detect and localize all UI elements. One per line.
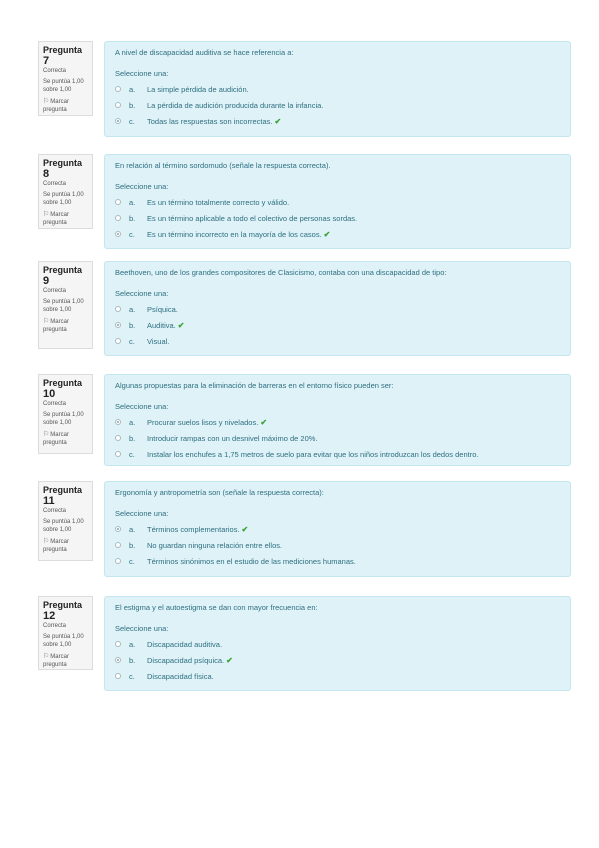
option-text: Es un término incorrecto en la mayoría de los casos. — [147, 229, 322, 239]
radio-button[interactable] — [115, 673, 121, 679]
option-letter: a. — [129, 639, 136, 649]
option-letter: a. — [129, 304, 136, 314]
option-letter: a. — [129, 84, 136, 94]
question-info — [38, 481, 93, 561]
radio-button[interactable] — [115, 231, 121, 237]
radio-button[interactable] — [115, 451, 121, 457]
radio-button[interactable] — [115, 199, 121, 205]
answer-options — [115, 81, 560, 129]
question-content — [104, 596, 571, 691]
question-info — [38, 261, 93, 349]
answer-option[interactable] — [115, 333, 560, 349]
option-text: Instalar los enchufes a 1,75 metros de suelo para evitar que los niños introduzcan los dedos dentro. — [147, 449, 479, 459]
option-letter: c. — [129, 336, 135, 346]
check-icon: ✔ — [177, 320, 185, 330]
radio-button[interactable] — [115, 526, 121, 532]
option-letter: a. — [129, 197, 136, 207]
answer-prompt: Seleccione una: — [115, 624, 169, 633]
answer-option[interactable] — [115, 553, 560, 569]
answer-option[interactable] — [115, 97, 560, 113]
question-text: Beethoven, uno de los grandes compositores de Clasicismo, contaba con una discapacidad de tipo: — [115, 268, 447, 277]
answer-prompt: Seleccione una: — [115, 69, 169, 78]
option-text: Introducir rampas con un desnivel máximo de 20%. — [147, 433, 318, 443]
radio-button[interactable] — [115, 657, 121, 663]
answer-option[interactable] — [115, 668, 560, 684]
option-text: Discapacidad auditiva. — [147, 639, 223, 649]
question-label: Pregunta — [43, 378, 83, 388]
answer-option[interactable] — [115, 226, 560, 242]
option-text: Discapacidad física. — [147, 671, 214, 681]
question-grade: Se puntúa 1,00 sobre 1,00 — [43, 299, 84, 313]
answer-option[interactable] — [115, 81, 560, 97]
flag-icon: ⚐ — [43, 431, 50, 438]
question-state: Correcta — [43, 68, 67, 74]
option-text: La simple pérdida de audición. — [147, 84, 249, 94]
flag-icon: ⚐ — [43, 98, 50, 105]
flag-question-label: Marcar pregunta — [43, 432, 69, 446]
option-letter: b. — [129, 433, 136, 443]
option-text: Discapacidad psíquica. — [147, 655, 225, 665]
flag-question-link[interactable] — [43, 431, 88, 447]
radio-button[interactable] — [115, 306, 121, 312]
answer-option[interactable] — [115, 636, 560, 652]
check-icon: ✔ — [226, 655, 233, 665]
answer-option[interactable] — [115, 537, 560, 553]
question-info — [38, 374, 93, 454]
answer-option[interactable] — [115, 652, 560, 668]
question-content — [104, 41, 571, 137]
flag-question-link[interactable] — [43, 538, 88, 554]
option-letter: b. — [129, 540, 136, 550]
check-icon: ✔ — [323, 229, 331, 239]
radio-button[interactable] — [115, 86, 121, 92]
option-text: Términos complementarios. — [147, 524, 240, 534]
check-icon: ✔ — [274, 116, 282, 126]
question-number-value: 8 — [43, 168, 50, 180]
question-number-value: 7 — [43, 55, 50, 67]
answer-options — [115, 194, 560, 242]
answer-option[interactable] — [115, 194, 560, 210]
option-text: Auditiva. — [147, 320, 176, 330]
option-letter: c. — [129, 116, 135, 126]
option-letter: a. — [129, 417, 136, 427]
question-label: Pregunta — [43, 45, 83, 55]
radio-button[interactable] — [115, 338, 121, 344]
option-text: Términos sinónimos en el estudio de las mediciones humanas. — [147, 556, 356, 566]
question-state: Correcta — [43, 401, 67, 407]
question-number — [43, 158, 88, 180]
question-number — [43, 600, 88, 622]
question-number-value: 12 — [43, 610, 56, 622]
question-number — [43, 265, 88, 287]
option-letter: c. — [129, 556, 135, 566]
option-letter: b. — [129, 100, 136, 110]
option-letter: b. — [129, 213, 136, 223]
answer-option[interactable] — [115, 430, 560, 446]
question-content — [104, 154, 571, 249]
question-label: Pregunta — [43, 485, 83, 495]
option-text: Es un término totalmente correcto y válido. — [147, 197, 290, 207]
option-letter: a. — [129, 524, 136, 534]
answer-option[interactable] — [115, 113, 560, 129]
check-icon: ✔ — [260, 417, 268, 427]
answer-prompt: Seleccione una: — [115, 289, 169, 298]
question-number-value: 11 — [43, 495, 55, 507]
option-letter: c. — [129, 449, 135, 459]
radio-button[interactable] — [115, 641, 121, 647]
radio-button[interactable] — [115, 102, 121, 108]
question-content — [104, 374, 571, 466]
question-info — [38, 154, 93, 229]
flag-question-label: Marcar pregunta — [43, 319, 69, 333]
question-label: Pregunta — [43, 158, 83, 168]
radio-button[interactable] — [115, 215, 121, 221]
question-text: Algunas propuestas para la eliminación de barreras en el entorno físico pueden ser: — [115, 381, 394, 390]
answer-prompt: Seleccione una: — [115, 182, 169, 191]
answer-option[interactable] — [115, 317, 560, 333]
radio-button[interactable] — [115, 435, 121, 441]
flag-question-label: Marcar pregunta — [43, 99, 69, 113]
question-number — [43, 378, 88, 400]
question-grade: Se puntúa 1,00 sobre 1,00 — [43, 192, 84, 206]
option-text: No guardan ninguna relación entre ellos. — [147, 540, 283, 550]
question-text: El estigma y el autoestigma se dan con mayor frecuencia en: — [115, 603, 318, 612]
question-label: Pregunta — [43, 600, 83, 610]
flag-question-label: Marcar pregunta — [43, 212, 69, 226]
answer-options — [115, 521, 560, 569]
option-letter: c. — [129, 671, 135, 681]
option-letter: b. — [129, 320, 136, 330]
flag-question-link[interactable] — [43, 211, 88, 227]
radio-button[interactable] — [115, 419, 121, 425]
answer-options — [115, 414, 560, 462]
question-number-value: 9 — [43, 275, 50, 287]
question-grade: Se puntúa 1,00 sobre 1,00 — [43, 519, 84, 533]
flag-question-label: Marcar pregunta — [43, 654, 69, 668]
flag-icon: ⚐ — [43, 538, 50, 545]
option-text: Es un término aplicable a todo el colectivo de personas sordas. — [147, 213, 358, 223]
flag-question-link[interactable] — [43, 318, 88, 334]
question-state: Correcta — [43, 288, 67, 294]
question-grade: Se puntúa 1,00 sobre 1,00 — [43, 79, 84, 93]
radio-button[interactable] — [115, 322, 121, 328]
question-state: Correcta — [43, 508, 67, 514]
question-number — [43, 45, 88, 67]
question-content — [104, 261, 571, 356]
flag-icon: ⚐ — [43, 211, 50, 218]
question-info — [38, 596, 93, 670]
question-number — [43, 485, 88, 507]
answer-prompt: Seleccione una: — [115, 402, 169, 411]
answer-options — [115, 636, 560, 684]
answer-prompt: Seleccione una: — [115, 509, 169, 518]
question-state: Correcta — [43, 181, 67, 187]
answer-option[interactable] — [115, 521, 560, 537]
option-text: Visual. — [147, 336, 170, 346]
question-state: Correcta — [43, 623, 67, 629]
flag-icon: ⚐ — [43, 653, 50, 660]
answer-option[interactable] — [115, 210, 560, 226]
flag-icon: ⚐ — [43, 318, 50, 325]
question-text: Ergonomía y antropometría son (señale la respuesta correcta): — [115, 488, 324, 497]
answer-option[interactable] — [115, 446, 560, 462]
radio-button[interactable] — [115, 558, 121, 564]
question-text: En relación al término sordomudo (señale la respuesta correcta). — [115, 161, 331, 170]
question-info — [38, 41, 93, 116]
question-text: A nivel de discapacidad auditiva se hace referencia a: — [115, 48, 294, 57]
question-number-value: 10 — [43, 388, 56, 400]
flag-question-link[interactable] — [43, 98, 88, 114]
radio-button[interactable] — [115, 118, 121, 124]
check-icon: ✔ — [241, 524, 249, 534]
option-text: Psíquica. — [147, 304, 178, 314]
question-content — [104, 481, 571, 577]
question-grade: Se puntúa 1,00 sobre 1,00 — [43, 634, 84, 648]
question-label: Pregunta — [43, 265, 83, 275]
option-text: Todas las respuestas son incorrectas. — [147, 116, 273, 126]
option-letter: c. — [129, 229, 135, 239]
radio-button[interactable] — [115, 542, 121, 548]
flag-question-link[interactable] — [43, 653, 88, 669]
question-grade: Se puntúa 1,00 sobre 1,00 — [43, 412, 84, 426]
answer-option[interactable] — [115, 414, 560, 430]
option-text: Procurar suelos lisos y nivelados. — [147, 417, 259, 427]
flag-question-label: Marcar pregunta — [43, 539, 69, 553]
answer-options — [115, 301, 560, 349]
option-letter: b. — [129, 655, 136, 665]
answer-option[interactable] — [115, 301, 560, 317]
option-text: La pérdida de audición producida durante la infancia. — [147, 100, 324, 110]
